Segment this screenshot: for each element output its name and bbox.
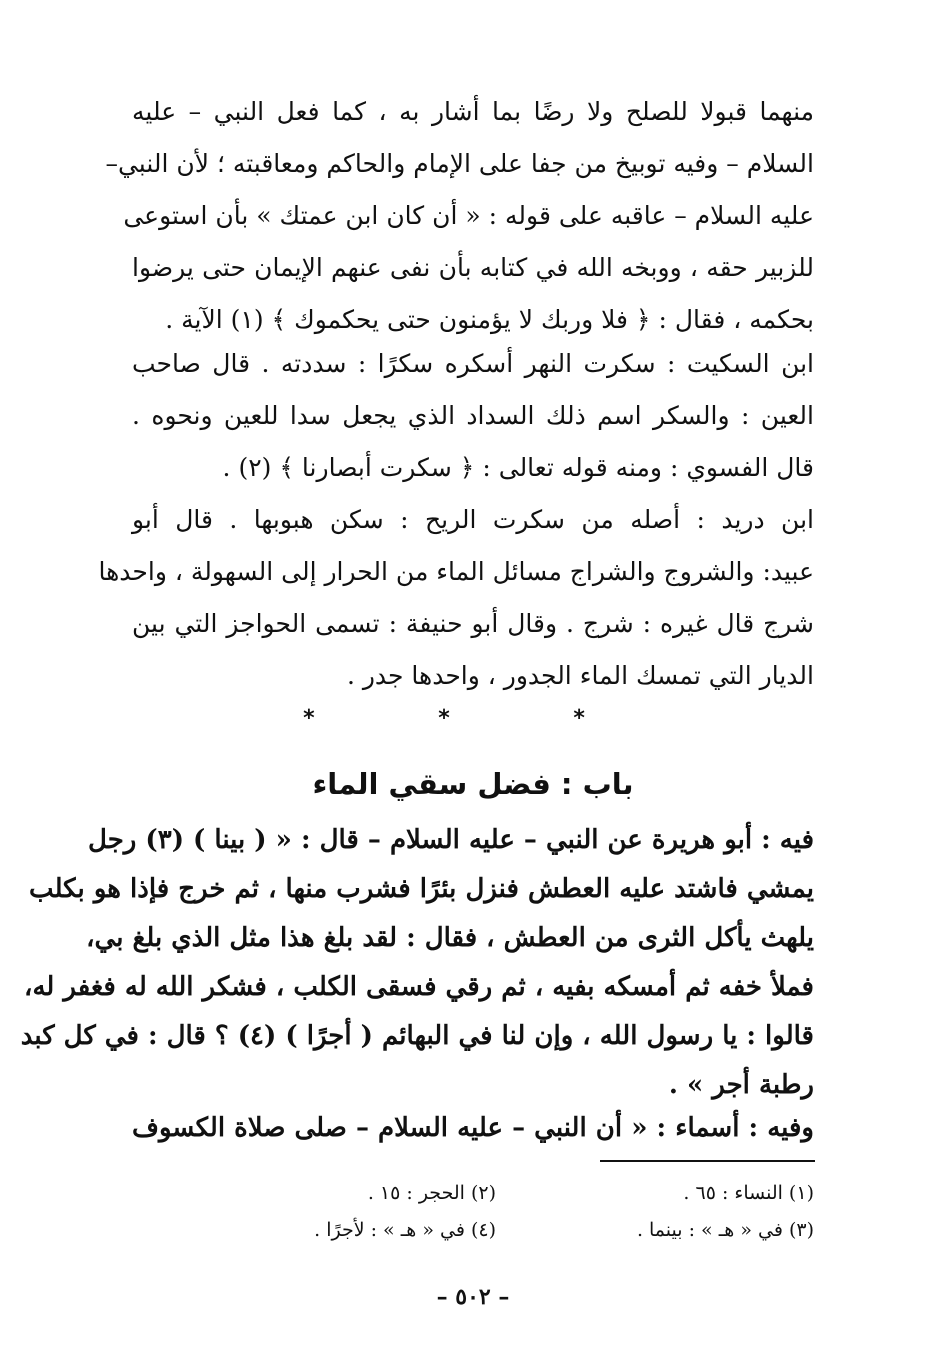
footnote-divider [600,1160,815,1162]
text-line: ابن السكيت : سكرت النهر أسكره سكرًا : سددته . قال صاحب [132,349,814,378]
text-line: منهما قبولا للصلح ولا رضًا بما أشار به ، كما فعل النبي – عليه [132,97,814,126]
text-line: العين : والسكر اسم ذلك السداد الذي يجعل سدا للعين ونحوه . [132,401,814,430]
text-line: يلهث يأكل الثرى من العطش ، فقال : لقد بلغ هذا مثل الذي بلغ بي، [86,923,814,953]
text-line: السلام – وفيه توبيخ من جفا على الإمام والحاكم ومعاقبته ؛ لأن النبي– [105,149,814,178]
paragraph-commentary [105,86,814,346]
text-line: رطبة أجر » . [668,1070,814,1100]
footnote-1: (١) النساء : ٦٥ . [683,1182,814,1204]
text-line: يمشي فاشتد عليه العطش فنزل بئرًا فشرب منها ، ثم خرج فإذا هو بكلب [29,874,814,904]
text-line: عليه السلام – عاقبه على قوله : « أن كان ابن عمتك » بأن استوعى [123,201,814,230]
text-line: وفيه : أسماء : « أن النبي – عليه السلام – صلى صلاة الكسوف [132,1113,814,1143]
text-line: الديار التي تمسك الماء الجدور ، واحدها جدر . [346,661,814,690]
footnote-3: (٣) في « هـ » : بينما . [636,1219,814,1241]
text-line: قالوا : يا رسول الله ، وإن لنا في البهائم ( أجرًا ) (٤) ؟ قال : في كل كبد [20,1021,814,1051]
text-line: شرج قال غيره : شرج . وقال أبو حنيفة : تسمى الحواجز التي بين [132,609,814,638]
section-separator: * * * [303,706,643,731]
text-line: ابن دريد : أصله من سكرت الريح : سكن هبوبها . قال أبو [132,505,814,534]
text-line: فملأ خفه ثم أمسكه بفيه ، ثم رقي فسقى الكلب ، فشكر الله له فغفر له، [24,972,814,1002]
page-number: – ٥٠٢ – [436,1284,510,1310]
text-line: للزبير حقه ، ووبخه الله في كتابه بأن نفى عنهم الإيمان حتى يرضوا [132,253,814,282]
paragraph-asma [132,1102,814,1154]
chapter-heading: باب : فضل سقي الماء [312,767,634,801]
text-line: فيه : أبو هريرة عن النبي – عليه السلام – قال : « ( بينا ) (٣) رجل [88,825,814,855]
text-line: قال الفسوي : ومنه قوله تعالى : ﴿ سكرت أبصارنا ﴾ (٢) . [222,453,814,482]
text-line: عبيد: والشروج والشراج مسائل الماء من الحرار إلى السهولة ، واحدها [98,557,814,586]
text-line: بحكمه ، فقال : ﴿ فلا وربك لا يؤمنون حتى يحكموك ﴾ (١) الآية . [165,305,814,334]
footnote-4: (٤) في « هـ » : لأجرًا . [314,1219,496,1241]
paragraph-ibn-sikkit [132,338,814,494]
paragraph-ibn-durayd [98,494,814,702]
footnote-2: (٢) الحجر : ١٥ . [367,1182,496,1204]
hadith-paragraph [20,816,814,1110]
